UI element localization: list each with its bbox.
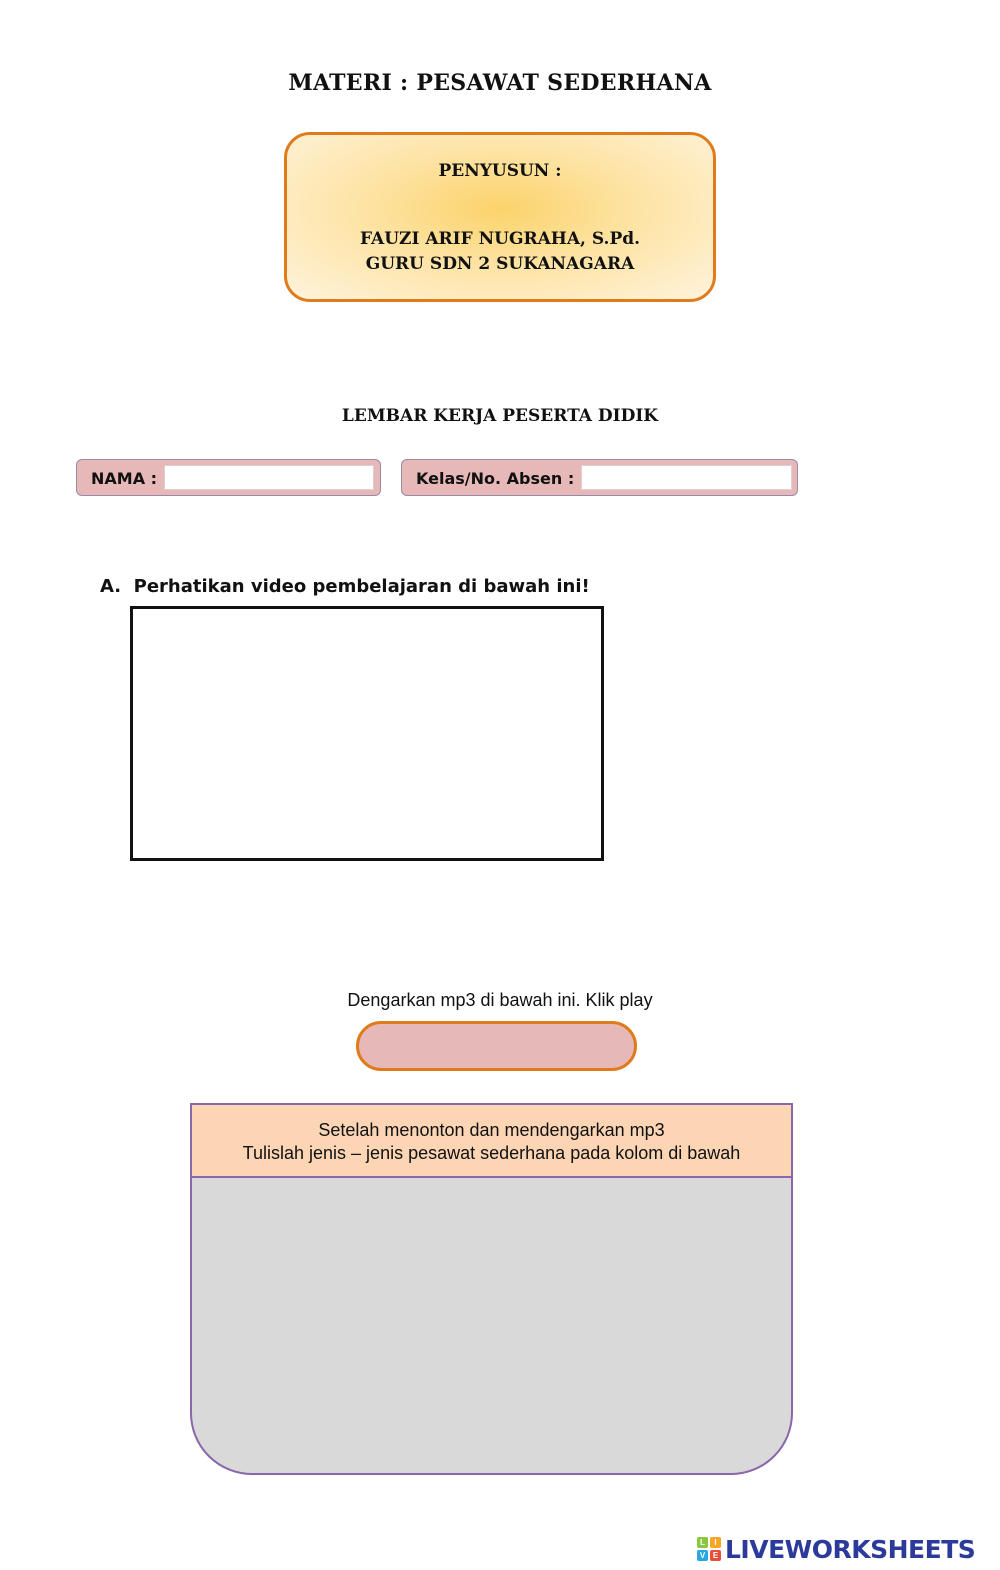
logo-letter: I [710, 1537, 721, 1548]
logo-letter: L [697, 1537, 708, 1548]
logo-letter: V [697, 1550, 708, 1561]
logo-icon [697, 1537, 721, 1561]
mp3-instruction: Dengarkan mp3 di bawah ini. Klik play [347, 990, 653, 1010]
mp3-play-button[interactable] [356, 1021, 637, 1071]
author-school: GURU SDN 2 SUKANAGARA [365, 254, 635, 274]
logo-text: LIVEWORKSHEETS [725, 1534, 976, 1564]
answer-instructions [192, 1105, 791, 1178]
name-field-box [76, 459, 381, 496]
class-label: Kelas/No. Absen : [416, 469, 575, 488]
author-box [284, 132, 716, 302]
name-label: NAMA : [91, 469, 158, 488]
name-input[interactable] [164, 465, 374, 490]
page-title: MATERI : PESAWAT SEDERHANA [288, 70, 712, 96]
liveworksheets-logo [697, 1534, 975, 1564]
author-label: PENYUSUN : [438, 161, 562, 181]
answer-panel [190, 1103, 793, 1475]
logo-letter: E [710, 1550, 721, 1561]
section-a-heading: A. Perhatikan video pembelajaran di bawah ini! [100, 576, 590, 597]
author-name: FAUZI ARIF NUGRAHA, S.Pd. [359, 229, 641, 249]
class-field-box [401, 459, 798, 496]
class-input[interactable] [581, 465, 792, 490]
video-player[interactable] [130, 606, 604, 861]
answer-textarea[interactable] [192, 1178, 791, 1475]
worksheet-title: LEMBAR KERJA PESERTA DIDIK [341, 406, 659, 426]
answer-instruction-line1: Setelah menonton dan mendengarkan mp3 [318, 1120, 665, 1140]
answer-instruction-line2: Tulislah jenis – jenis pesawat sederhana pada kolom di bawah [242, 1143, 741, 1163]
